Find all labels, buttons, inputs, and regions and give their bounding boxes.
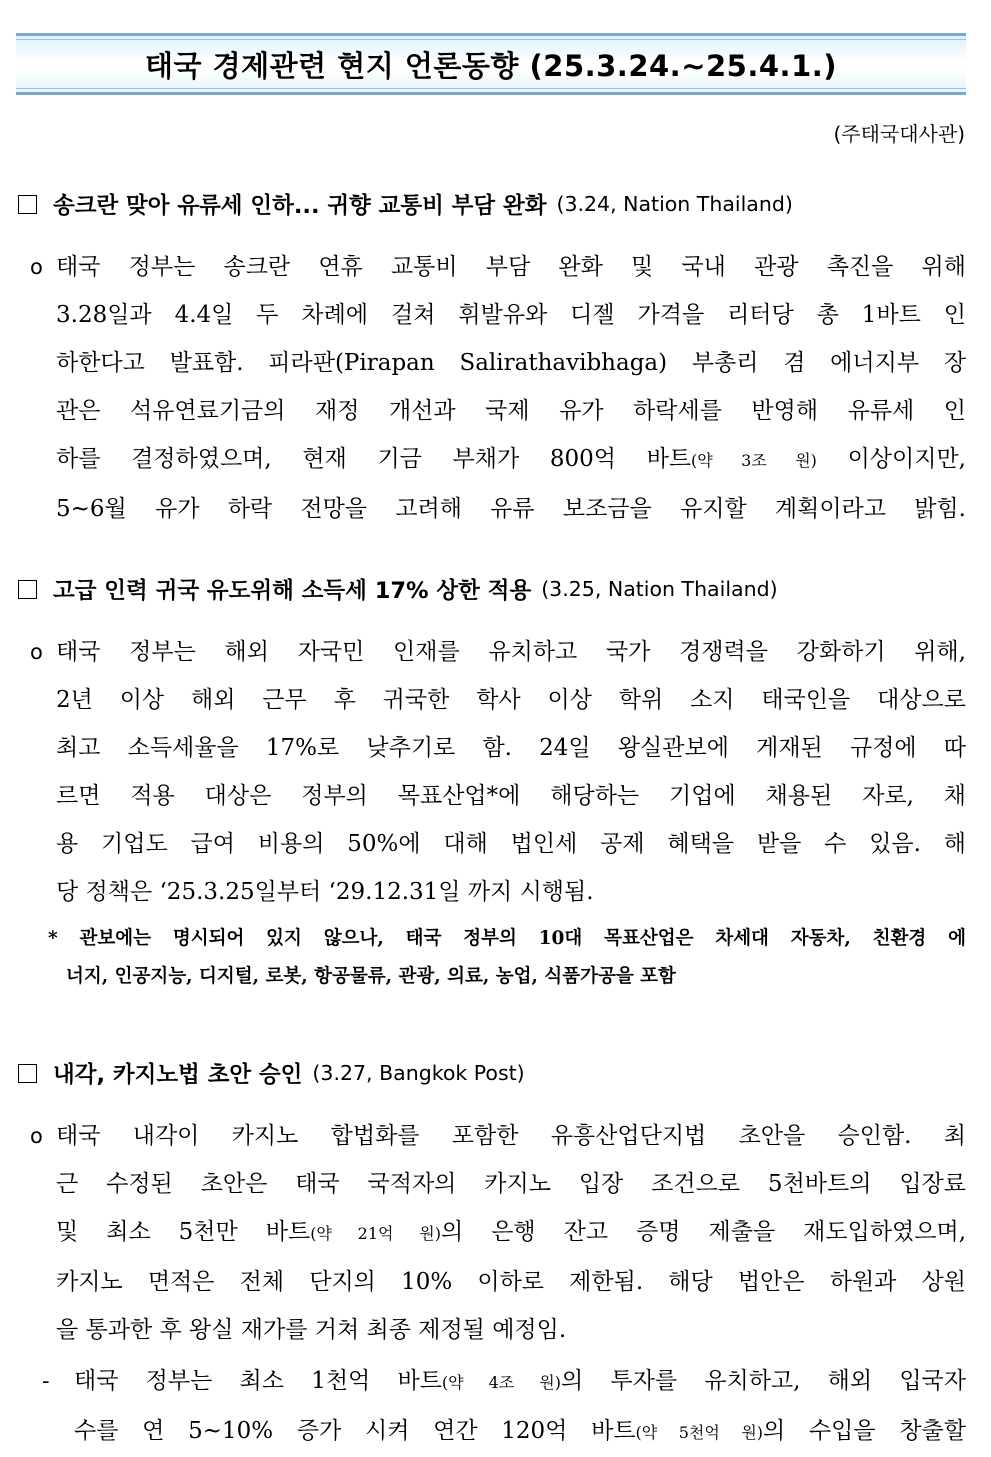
- body-line: 용 기업도 급여 비용의 50%에 대해 법인세 공제 혜택을 받을 수 있음. 해: [56, 831, 966, 857]
- body-line: 을 통과한 후 왕실 재가를 거쳐 최종 제정될 예정임.: [56, 1317, 567, 1343]
- section-title: 내각, 카지노법 초안 승인: [53, 1062, 303, 1088]
- body-text: 이상이지만,: [816, 446, 966, 472]
- section-heading-income-tax: [18, 573, 968, 605]
- bullet-marker: o: [30, 1124, 43, 1148]
- section-body-income-tax: [30, 628, 966, 916]
- dash-marker: -: [42, 1369, 50, 1393]
- bullet-marker: o: [30, 255, 43, 279]
- body-line: 르면 적용 대상은 정부의 목표산업*에 해당하는 기업에 채용된 자로, 채: [56, 783, 966, 809]
- page-title: 태국 경제관련 현지 언론동향 (25.3.24.~25.4.1.): [144, 48, 838, 83]
- footnote-line: 너지, 인공지능, 디지털, 로봇, 항공물류, 관광, 의료, 농업, 식품가공을 포함: [66, 966, 676, 987]
- section-title: 고급 인력 귀국 유도위해 소득세 17% 상한 적용: [53, 578, 532, 604]
- title-banner: [16, 33, 966, 95]
- body-text: 의 수입을 창출할: [763, 1418, 966, 1444]
- body-text: 수를 연 5~10% 증가 시켜 연간 120억 바트: [74, 1418, 636, 1444]
- body-line: 태국 정부는 송크란 연휴 교통비 부담 완화 및 국내 관광 촉진을 위해: [56, 254, 966, 280]
- currency-note: (약 21억 원): [310, 1224, 441, 1243]
- body-line: 태국 정부는 해외 자국민 인재를 유치하고 국가 경쟁력을 강화하기 위해,: [56, 639, 966, 665]
- body-line: 5~6월 유가 하락 전망을 고려해 유류 보조금을 유지할 계획이라고 밝힘.: [56, 496, 966, 522]
- body-line: 2년 이상 해외 근무 후 귀국한 학사 이상 학위 소지 태국인을 대상으로: [56, 687, 966, 713]
- section-source: (3.25, Nation Thailand): [541, 577, 778, 601]
- checkbox-icon: [18, 1064, 37, 1083]
- footnote-line: * 관보에는 명시되어 있지 않으나, 태국 정부의 10대 목표산업은 차세대 자동차, 친환경 에: [48, 928, 966, 949]
- body-line: 카지노 면적은 전체 단지의 10% 이하로 제한됨. 해당 법안은 하원과 상원: [56, 1269, 966, 1295]
- body-text: 및 최소 5천만 바트: [56, 1219, 311, 1245]
- body-line: [56, 1208, 966, 1258]
- footnote: [48, 920, 966, 996]
- body-line: [56, 435, 966, 485]
- currency-note: (약 5천억 원): [635, 1423, 764, 1442]
- body-line: 근 수정된 초안은 태국 국적자의 카지노 입장 조건으로 5천바트의 입장료: [56, 1171, 966, 1197]
- section-source: (3.24, Nation Thailand): [556, 192, 793, 216]
- body-text: 의 투자를 유치하고, 해외 입국자: [560, 1368, 966, 1394]
- section-heading-casino-bill: [18, 1057, 968, 1089]
- body-line: 최고 소득세율을 17%로 낮추기로 함. 24일 왕실관보에 게재된 규정에 따: [56, 735, 966, 761]
- checkbox-icon: [18, 195, 37, 214]
- body-line: 관은 석유연료기금의 재정 개선과 국제 유가 하락세를 반영해 유류세 인: [56, 398, 966, 424]
- body-line: 당 정책은 ‘25.3.25일부터 ‘29.12.31일 까지 시행됨.: [56, 879, 594, 905]
- body-line: [74, 1407, 966, 1457]
- issuing-organization: (주태국대사관): [833, 122, 965, 146]
- section-body-casino-bill: [30, 1112, 967, 1354]
- section-body-fuel-tax: [30, 243, 966, 533]
- section-source: (3.27, Bangkok Post): [312, 1061, 525, 1085]
- body-text: 하를 결정하였으며, 현재 기금 부채가 800억 바트: [56, 446, 692, 472]
- body-line: 태국 내각이 카지노 합법화를 포함한 유흥산업단지법 초안을 승인함. 최: [56, 1123, 966, 1149]
- body-text: 태국 정부는 최소 1천억 바트: [74, 1368, 442, 1394]
- body-line: [74, 1357, 966, 1407]
- body-text: 의 은행 잔고 증명 제출을 재도입하였으며,: [440, 1219, 967, 1245]
- body-line: 하한다고 발표함. 피라판(Pirapan Salirathavibhaga) 부총리 겸 에너지부 장: [56, 350, 966, 376]
- checkbox-icon: [18, 580, 37, 599]
- section-title: 송크란 맞아 유류세 인하... 귀향 교통비 부담 완화: [53, 193, 547, 219]
- sub-item-casino-investment: [42, 1357, 966, 1457]
- body-line: 3.28일과 4.4일 두 차례에 걸쳐 휘발유와 디젤 가격을 리터당 총 1바트 인: [56, 302, 966, 328]
- bullet-marker: o: [30, 640, 43, 664]
- section-heading-fuel-tax: [18, 188, 968, 220]
- currency-note: (약 4조 원): [441, 1373, 561, 1392]
- currency-note: (약 3조 원): [691, 451, 817, 470]
